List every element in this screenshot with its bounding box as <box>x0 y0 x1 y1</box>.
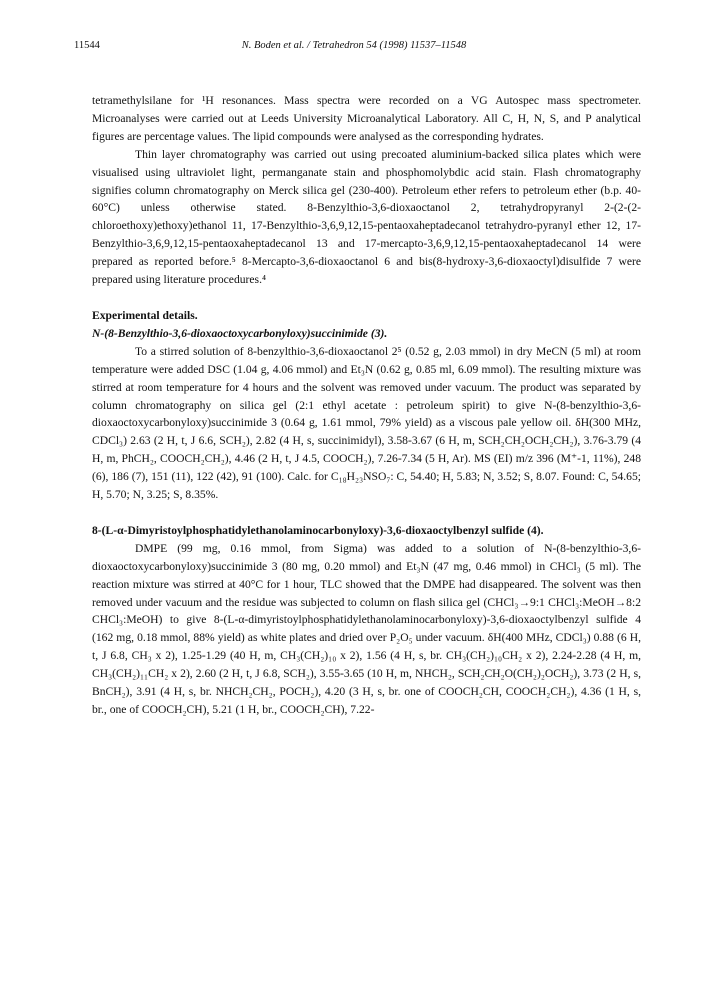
compound-3-heading: N-(8-Benzylthio-3,6-dioxaoctoxycarbonyloxy)succinimide (3). <box>92 326 388 340</box>
running-title: N. Boden et al. / Tetrahedron 54 (1998) 11537–11548 <box>241 40 467 51</box>
section-heading: Experimental details. <box>92 308 198 322</box>
methods-paragraph-2: Thin layer chromatography was carried out using precoated aluminium-backed silica plates which were visualised using ultraviolet light, permanganate stain and phosphomolybdic acid stain. Flash chromatography signifies column chromatography on Merck silica gel (230-400). Petroleum ether refers to petroleum ether (b.p. 40-60°C) unless otherwise stated. 8-Benzylthio-3,6-dioxaoctanol 2, tetrahydropyranyl 2-(2-(2-chloroethoxy)ethoxy)ethanol 11, 17-Benzylthio-3,6,9,12,15-pentaoxaheptadecanol tetrahydro-pyranyl ether 12, 17-Benzylthio-3,6,9,12,15-pentaoxaheptadecanol 13 and 17-mercapto-3,6,9,12,15-pentaoxaheptadecanol 14 were prepared as reported before.⁵ 8-Mercapto-3,6-dioxaoctanol 6 and bis(8-hydroxy-3,6-dioxaoctyl)disulfide 7 were prepared using literature procedures.⁴ <box>92 147 641 287</box>
article-body <box>92 92 641 719</box>
methods-paragraph-1: tetramethylsilane for ¹H resonances. Mass spectra were recorded on a VG Autospec mass spectrometer. Microanalyses were carried out at Leeds University Microanalytical Laboratory. All C, H, N, S, and P analytical figures are percentage values. The lipid compounds were analysed as the corresponding hydrates. <box>92 94 641 143</box>
page-header <box>74 40 634 56</box>
page-number: 11544 <box>74 40 100 51</box>
compound-4-procedure: DMPE (99 mg, 0.16 mmol, from Sigma) was added to a solution of N-(8-benzylthio-3,6-dioxaoctoxycarbonyloxy)succinimide 3 (80 mg, 0.20 mmol) and Et₃N (47 mg, 0.46 mmol) in CHCl₃ (5 ml). The reaction mixture was stirred at 40°C for 1 hour, TLC showed that the DMPE had disappeared. The solvent was then removed under vacuum and the residue was subjected to column on flash silica gel (CHCl₃→9:1 CHCl₃:MeOH→8:2 CHCl₃:MeOH) to give 8-(L-α-dimyristoylphosphatidylethanolaminocarbonyloxy)-3,6-dioxaoctylbenzyl sulfide 4 (162 mg, 0.18 mmol, 88% yield) as white plates and dried over P₂O₅ under vacuum. δH(400 MHz, CDCl₃) 0.88 (6 H, t, J 6.8, CH₃ x 2), 1.25-1.29 (40 H, m, CH₃(CH₂)₁₀ x 2), 1.56 (4 H, s, br. CH₃(CH₂)₁₀CH₂ x 2), 2.24-2.28 (4 H, m, CH₃(CH₂)₁₁CH₂ x 2), 2.60 (2 H, t, J 6.8, SCH₂), 3.55-3.65 (10 H, m, NHCH₂, SCH₂CH₂O(CH₂)₂OCH₂), 3.73 (2 H, s, BnCH₂), 3.91 (4 H, s, br. NHCH₂CH₂, POCH₂), 4.20 (3 H, s, br. one of COOCH₂CH, COOCH₂CH₂), 4.36 (1 H, s, br., one of COOCH₂CH), 5.21 (1 H, br., COOCH₂CH), 7.22- <box>92 541 641 716</box>
compound-3-procedure: To a stirred solution of 8-benzylthio-3,6-dioxaoctanol 2⁵ (0.52 g, 2.03 mmol) in dry MeCN (5 ml) at room temperature were added DSC (1.04 g, 4.06 mmol) and Et₃N (0.62 g, 0.85 ml, 6.09 mmol). The resulting mixture was stirred at room temperature for 4 hours and the solvent was removed under vacuum. The product was separated by column chromatography on silica gel (2:1 ethyl acetate : petroleum spirit) to give N-(8-benzylthio-3,6-dioxaoctoxycarbonyloxy)succinimide 3 (0.64 g, 1.61 mmol, 79% yield) as a viscous pale yellow oil. δH(300 MHz, CDCl₃) 2.63 (2 H, t, J 6.6, SCH₂), 2.82 (4 H, s, succinimidyl), 3.58-3.67 (6 H, m, SCH₂CH₂OCH₂CH₂), 3.76-3.79 (4 H, m, PhCH₂, COOCH₂CH₂), 4.46 (2 H, t, J 4.5, COOCH₂), 7.26-7.34 (5 H, Ar). MS (EI) m/z 396 (M⁺-1, 11%), 248 (6), 186 (7), 151 (11), 122 (42), 91 (100). Calc. for C₁₈H₂₃NSO₇: C, 54.40; H, 5.83; N, 3.52; S, 8.07. Found: C, 54.65; H, 5.70; N, 3.25; S, 8.35%. <box>92 344 641 502</box>
compound-4-heading: 8-(L-α-Dimyristoylphosphatidylethanolaminocarbonyloxy)-3,6-dioxaoctylbenzyl sulfide (4). <box>92 523 544 537</box>
